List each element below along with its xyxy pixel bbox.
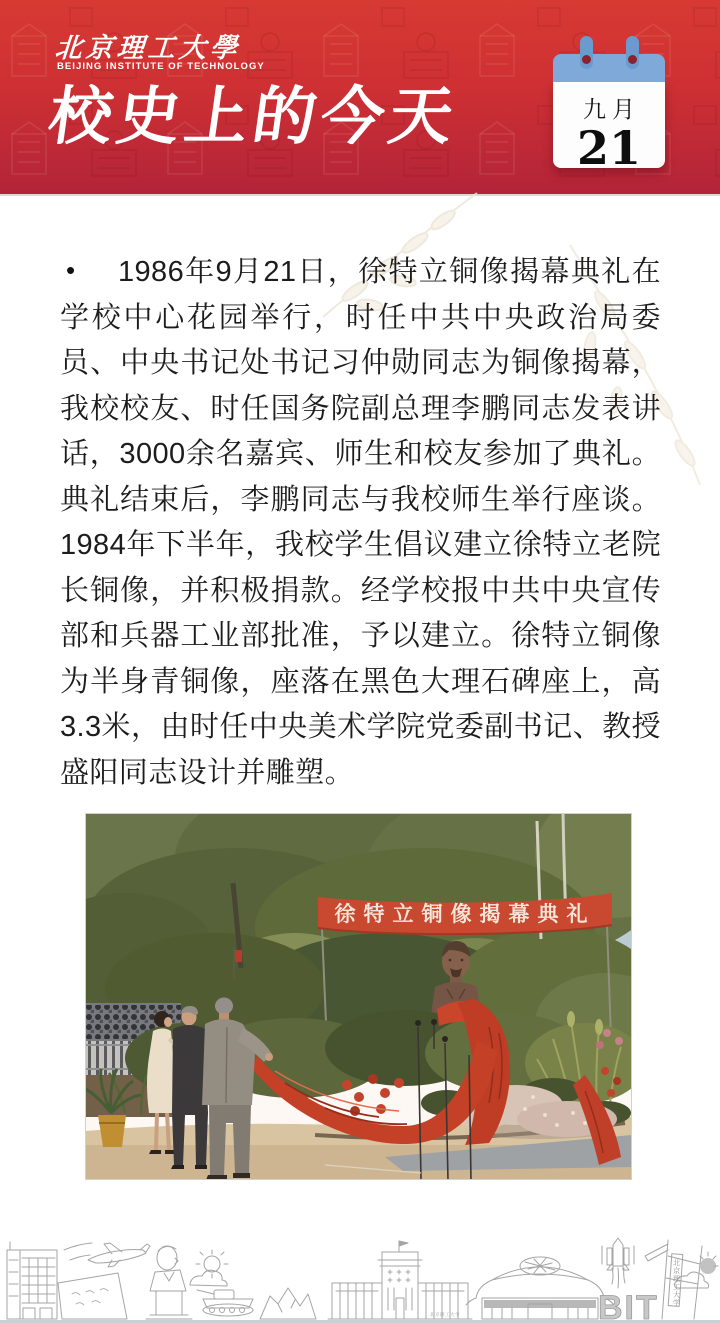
gymnasium-sketch: [466, 1257, 614, 1319]
mountain-sketch: [260, 1288, 316, 1319]
university-logo-en: BEIJING INSTITUTE OF TECHNOLOGY: [57, 61, 265, 72]
space-shuttle-sketch: [602, 1238, 634, 1288]
header-banner: [0, 0, 720, 196]
office-tower-sketch: [7, 1242, 57, 1319]
footer-illustration: [0, 1236, 720, 1320]
bullet-point: •: [66, 255, 76, 285]
calendar-day: 21: [576, 121, 641, 175]
building-caption: 北京理工大学: [430, 1312, 460, 1317]
calendar-header-bar: [553, 54, 665, 82]
photo-tone-overlay: [85, 813, 632, 1180]
calendar-widget: [553, 36, 665, 175]
article: [60, 250, 661, 796]
calendar-body: [553, 82, 665, 175]
sun-cloud-sketch: [190, 1250, 228, 1286]
monument-vertical-text: 北京理工大学: [672, 1259, 680, 1307]
tank-sketch: [197, 1290, 253, 1316]
history-photo: [85, 813, 632, 1180]
university-logo-cn: 北京理工大學: [53, 33, 242, 63]
airplane-sketch: [64, 1243, 150, 1267]
main-building-sketch: [328, 1241, 472, 1319]
bit-letters: BIT: [598, 1289, 659, 1320]
statue-sketch: [146, 1246, 192, 1319]
article-paragraph: 1986年9月21日，徐特立铜像揭幕典礼在学校中心花园举行，时任中共中央政治局委员、中央书记处书记习仲勋同志为铜像揭幕，我校校友、时任国务院副总理李鹏同志发表讲话，3000余名嘉宾、师生和校友参加了典礼。典礼结束后，李鹏同志与我校师生举行座谈。1984年下半年，我校学生倡议建立徐特立老院长铜像，并积极捐款。经学校报中共中央宣传部和兵器工业部批准，予以建立。徐特立铜像为半身青铜像，座落在黑色大理石碑座上，高3.3米，由时任中央美术学院党委副书记、教授盛阳同志设计并雕塑。: [60, 256, 661, 789]
calendar-month: 九月: [583, 97, 641, 122]
inscription-wall-sketch: [58, 1273, 127, 1319]
calendar-pin-left-icon: [580, 36, 593, 69]
photo-banner-text: 徐特立铜像揭幕典礼: [334, 903, 596, 926]
calendar-pin-right-icon: [626, 36, 639, 69]
page-title: 校史上的今天: [44, 82, 463, 152]
